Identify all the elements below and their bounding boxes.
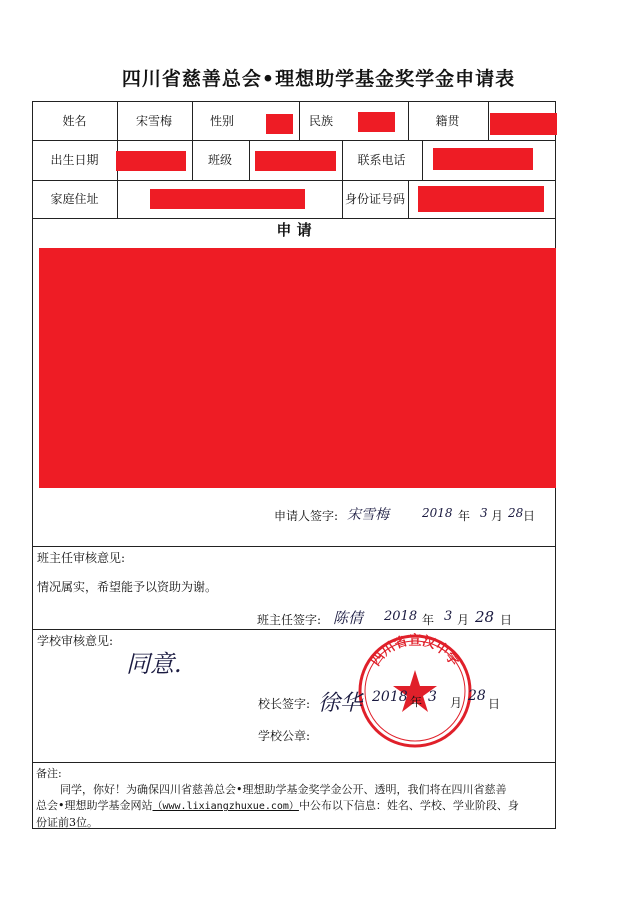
notes-line-3: 份证前3位。 [36,816,98,829]
redacted-class [255,151,336,171]
school-opinion: 同意. [126,650,182,678]
ethnicity-label: 民族 [308,114,333,128]
notes-label: 备注: [36,767,62,780]
applicant-day: 28 [508,506,524,520]
id-number-label: 身份证号码 [344,192,405,206]
applicant-year-unit: 年 [458,509,471,523]
school-review-header: 学校审核意见: [37,634,114,648]
redacted-gender [266,114,293,134]
col-divider [408,180,409,218]
redacted-address [150,189,305,209]
col-divider [422,140,423,180]
teacher-day: 28 [475,608,495,626]
teacher-signature: 陈倩 [333,609,364,627]
applicant-day-unit: 日 [523,509,536,523]
redacted-native-place [490,113,557,135]
class-label: 班级 [207,153,232,167]
col-divider [488,102,489,140]
svg-text:四川省宣汉中学 [369,632,463,669]
teacher-review-header: 班主任审核意见: [37,551,126,565]
redacted-ethnicity [358,112,395,132]
native-place-label: 籍贯 [435,114,460,128]
principal-month-unit: 月 [450,696,463,710]
redacted-id-number [418,186,544,212]
teacher-year-unit: 年 [422,613,435,627]
notes-section [36,766,552,831]
principal-month: 3 [428,689,437,705]
applicant-month-unit: 月 [491,509,504,523]
redacted-application-text [39,248,556,488]
birth-date-label: 出生日期 [50,153,99,167]
notes-line-2-end: 中公布以下信息：姓名、学校、学业阶段、身 [298,799,519,812]
apply-header: 申 请 [276,220,312,239]
teacher-year: 2018 [384,609,418,624]
principal-year-unit: 年 [410,695,423,709]
teacher-month: 3 [444,609,453,624]
row-divider [33,762,555,763]
website-link[interactable]: （www.lixiangzhuxue.com） [152,801,299,812]
name-value: 宋雪梅 [135,114,172,128]
notes-line-2-start: 总会•理想助学基金网站 [36,799,153,812]
teacher-opinion: 情况属实，希望能予以资助为谢。 [37,580,218,594]
teacher-day-unit: 日 [500,613,513,627]
col-divider [249,140,250,180]
teacher-month-unit: 月 [457,613,470,627]
notes-line-1: 同学，你好！为确保四川省慈善总会•理想助学基金奖学金公开、透明，我们将在四川省慈善 [60,783,507,796]
applicant-sign-label: 申请人签字: [274,509,339,523]
applicant-year: 2018 [422,506,453,520]
teacher-sign-label: 班主任签字: [257,613,322,627]
applicant-signature: 宋雪梅 [347,507,389,523]
form-title: 四川省慈善总会•理想助学基金奖学金申请表 [121,68,516,90]
principal-day: 28 [468,688,486,704]
phone-label: 联系电话 [357,153,406,167]
principal-day-unit: 日 [488,697,501,711]
applicant-month: 3 [480,506,488,520]
row-divider [33,546,555,547]
redacted-birth-date [116,151,186,171]
name-label: 姓名 [62,114,87,128]
redacted-phone [433,148,533,170]
notes-line-2 [36,798,552,815]
principal-year: 2018 [372,689,408,705]
col-divider [117,180,118,218]
gender-label: 性别 [209,114,234,128]
school-seal-label: 学校公章: [258,729,311,743]
address-label: 家庭住址 [50,192,99,206]
seal-text: 四川省宣汉中学 [368,633,462,669]
principal-signature: 徐华 [318,691,363,716]
row-divider [33,629,555,630]
principal-sign-label: 校长签字: [258,697,311,711]
